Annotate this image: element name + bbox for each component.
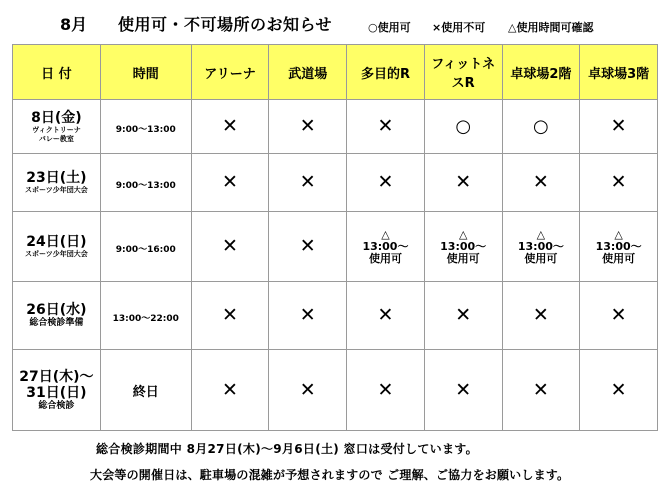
date-label: 23日(土) — [26, 170, 87, 186]
table-row — [13, 154, 658, 212]
unavailable-mark: ✕ — [222, 378, 238, 401]
event-label: スポーツ少年団大会 — [25, 250, 88, 258]
event-label: スポーツ少年団大会 — [25, 186, 88, 194]
header-table-tennis-3f: 卓球場3階 — [580, 45, 658, 100]
status-cell — [502, 154, 580, 212]
partial-time: 13:00～ — [517, 239, 564, 253]
available-mark: ○ — [455, 116, 472, 137]
status-cell — [502, 350, 580, 431]
time-cell — [100, 154, 191, 212]
event-label: バレー教室 — [38, 134, 74, 143]
status-cell — [580, 100, 658, 154]
legend-check-time: △使用時間可確認 — [508, 21, 594, 34]
unavailable-mark: ✕ — [455, 171, 472, 193]
status-cell — [269, 100, 347, 154]
status-cell — [269, 350, 347, 431]
status-cell — [424, 212, 502, 282]
status-cell — [347, 350, 425, 431]
date-cell — [13, 154, 101, 212]
status-cell — [191, 282, 269, 350]
table-row — [13, 212, 658, 282]
time-cell — [100, 282, 191, 350]
status-cell — [347, 212, 425, 282]
unavailable-mark: ✕ — [299, 115, 316, 137]
status-cell — [191, 154, 269, 212]
unavailable-mark: ✕ — [222, 171, 238, 193]
status-cell — [424, 350, 502, 431]
status-cell — [191, 350, 269, 431]
date-label: 27日(木)～ — [19, 368, 94, 385]
status-cell — [580, 350, 658, 431]
event-label: 総合検診準備 — [29, 318, 84, 328]
unavailable-mark: ✕ — [610, 304, 627, 326]
date-label: 31日(日) — [26, 384, 87, 401]
unavailable-mark: ✕ — [222, 304, 238, 326]
unavailable-mark: ✕ — [455, 304, 472, 326]
partial-label: 使用可 — [602, 251, 636, 265]
header-arena: アリーナ — [191, 45, 269, 100]
partial-time: 13:00～ — [362, 239, 409, 253]
table-row — [13, 350, 658, 431]
unavailable-mark: ✕ — [299, 171, 316, 193]
legend-unavailable: ×使用不可 — [432, 21, 486, 34]
partial-availability — [425, 229, 502, 265]
header-multipurpose-room: 多目的R — [347, 45, 425, 100]
date-label: 8日(金) — [31, 109, 82, 126]
status-cell — [269, 282, 347, 350]
title-month: 8月 — [60, 15, 88, 34]
footer-note-parking: 大会等の開催日は、駐車場の混雑が予想されますので ご理解、ご協力をお願いします。 — [90, 468, 570, 482]
partial-availability — [580, 229, 657, 265]
status-cell — [191, 100, 269, 154]
unavailable-mark: ✕ — [610, 115, 627, 137]
unavailable-mark: ✕ — [299, 304, 316, 326]
unavailable-mark: ✕ — [299, 378, 316, 401]
header-table-tennis-2f: 卓球場2階 — [502, 45, 580, 100]
partial-label: 使用可 — [446, 251, 480, 265]
unavailable-mark: ✕ — [532, 171, 549, 193]
notice-header — [0, 0, 668, 44]
status-cell — [347, 282, 425, 350]
status-cell — [347, 154, 425, 212]
partial-label: 使用可 — [368, 251, 402, 265]
event-label: 総合検診 — [38, 400, 75, 411]
partial-availability — [503, 229, 580, 265]
footer-note-checkup: 総合検診期間中 8月27日(木)～9月6日(土) 窓口は受付しています。 — [96, 442, 478, 456]
partial-label: 使用可 — [524, 251, 558, 265]
unavailable-mark: ✕ — [377, 304, 394, 326]
partial-mark: △ — [381, 227, 390, 241]
table-row — [13, 282, 658, 350]
unavailable-mark: ✕ — [610, 378, 627, 401]
unavailable-mark: ✕ — [299, 235, 316, 257]
time-cell — [100, 100, 191, 154]
page-title: 使用可・不可場所のお知らせ — [118, 15, 333, 34]
table-row — [13, 100, 658, 154]
date-label: 26日(水) — [26, 302, 87, 318]
unavailable-mark: ✕ — [377, 115, 394, 137]
header-time: 時間 — [100, 45, 191, 100]
unavailable-mark: ✕ — [455, 378, 472, 401]
legend-available: ○使用可 — [368, 21, 411, 34]
partial-time: 13:00～ — [440, 239, 487, 253]
status-cell — [580, 212, 658, 282]
time-label: 13:00～22:00 — [112, 314, 179, 324]
unavailable-mark: ✕ — [610, 171, 627, 193]
unavailable-mark: ✕ — [222, 235, 238, 257]
header-fitness-room: フィットネスR — [424, 45, 502, 100]
unavailable-mark: ✕ — [532, 378, 549, 401]
status-cell — [502, 212, 580, 282]
unavailable-mark: ✕ — [377, 378, 394, 401]
time-label: 終日 — [132, 384, 159, 400]
available-mark: ○ — [533, 116, 549, 137]
status-cell — [191, 212, 269, 282]
schedule-table — [12, 44, 658, 431]
event-label: ヴィクトリーナ — [32, 125, 81, 134]
status-cell — [580, 282, 658, 350]
partial-availability — [347, 229, 424, 265]
unavailable-mark: ✕ — [532, 304, 549, 326]
partial-time: 13:00～ — [595, 239, 642, 253]
time-label: 9:00～16:00 — [115, 245, 176, 255]
partial-mark: △ — [458, 227, 468, 241]
date-cell — [13, 350, 101, 431]
status-cell — [269, 154, 347, 212]
time-label: 9:00～13:00 — [115, 125, 176, 135]
partial-mark: △ — [536, 227, 546, 241]
unavailable-mark: ✕ — [377, 171, 394, 193]
unavailable-mark: ✕ — [222, 115, 238, 137]
time-cell — [100, 350, 191, 431]
partial-mark: △ — [614, 227, 623, 241]
status-cell — [502, 100, 580, 154]
status-cell — [580, 154, 658, 212]
table-header-row — [13, 45, 658, 100]
time-label: 9:00～13:00 — [115, 181, 176, 191]
header-budojo: 武道場 — [269, 45, 347, 100]
status-cell — [269, 212, 347, 282]
header-date: 日 付 — [13, 45, 101, 100]
time-cell — [100, 212, 191, 282]
date-cell — [13, 100, 101, 154]
status-cell — [502, 282, 580, 350]
status-cell — [347, 100, 425, 154]
status-cell — [424, 282, 502, 350]
date-label: 24日(日) — [26, 234, 87, 250]
status-cell — [424, 100, 502, 154]
date-cell — [13, 282, 101, 350]
status-cell — [424, 154, 502, 212]
date-cell — [13, 212, 101, 282]
